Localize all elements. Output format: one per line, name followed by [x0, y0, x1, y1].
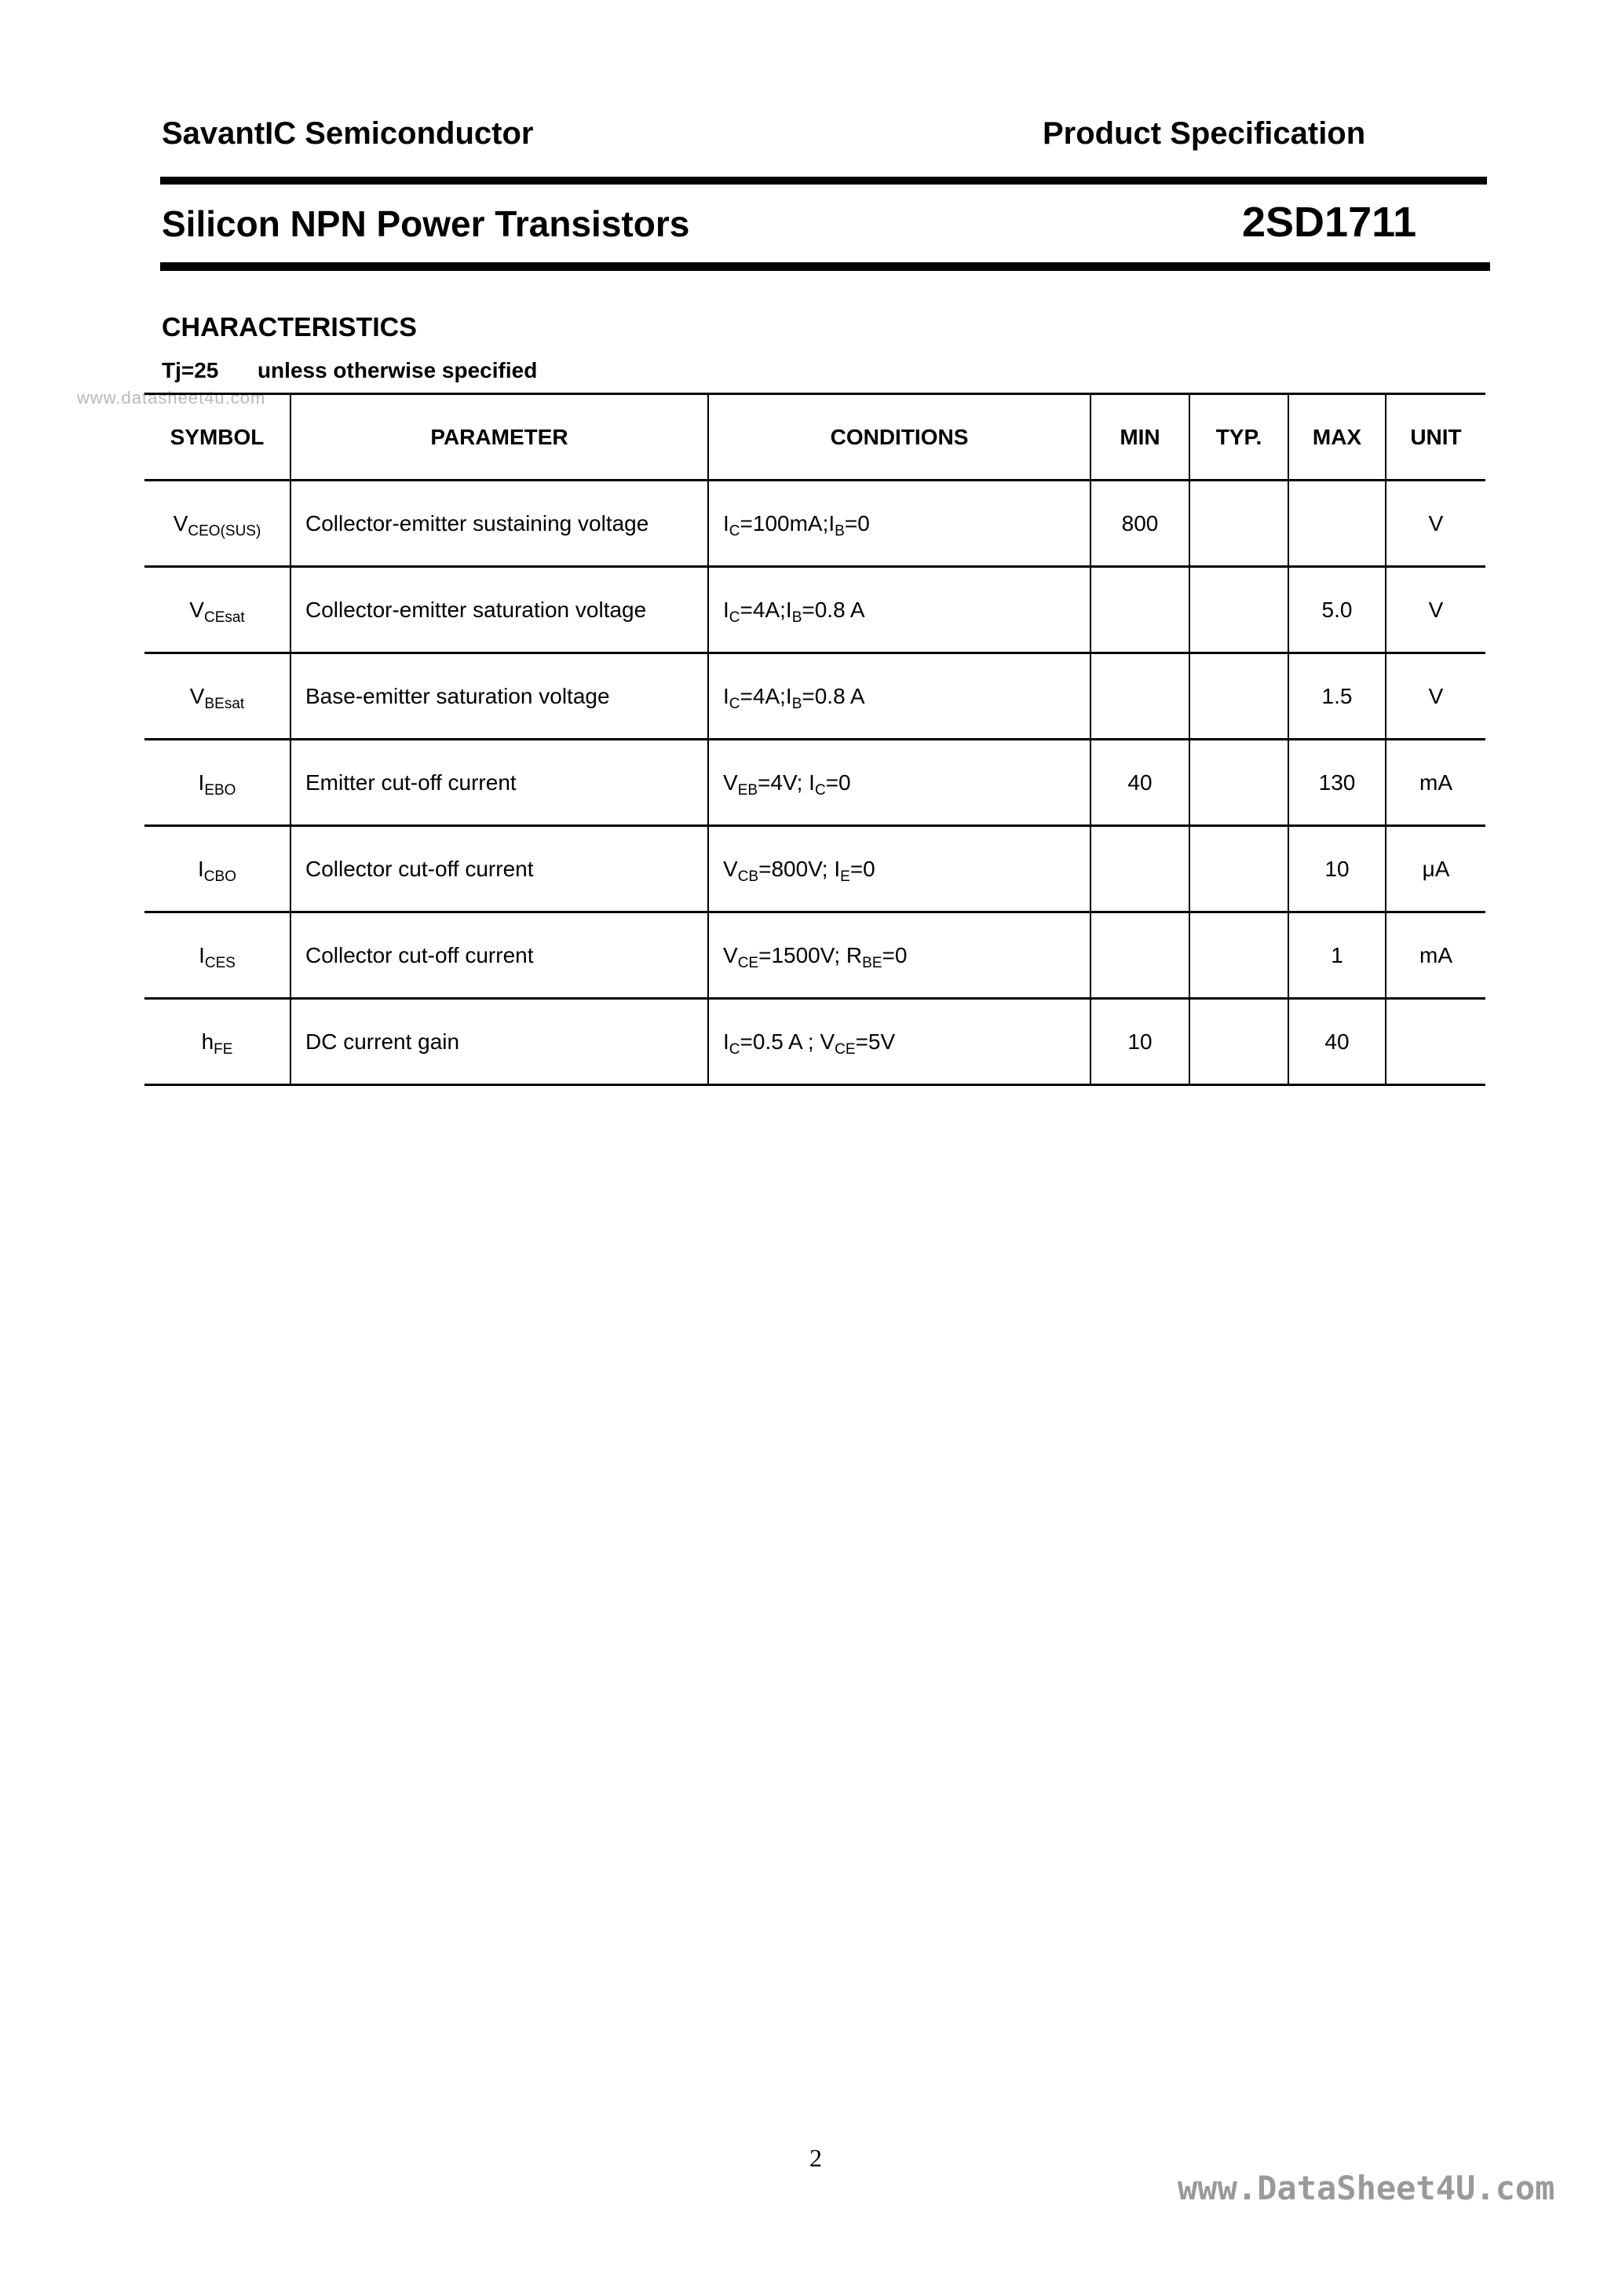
cell-typ — [1189, 912, 1288, 999]
condition-subscript: C — [729, 1040, 740, 1058]
header-unit: UNIT — [1386, 394, 1485, 481]
cell-symbol — [144, 912, 290, 999]
condition-text: =1500V; R — [758, 942, 863, 967]
cell-max: 130 — [1288, 740, 1386, 826]
symbol-main: V — [189, 597, 204, 622]
condition-text: =800V; I — [758, 856, 841, 881]
symbol-main: I — [198, 770, 205, 795]
condition-text: =4V; I — [758, 770, 815, 795]
cell-unit: μA — [1386, 826, 1485, 912]
symbol-subscript: CEsat — [203, 609, 245, 626]
cell-max: 1 — [1288, 912, 1386, 999]
company-name: SavantIC Semiconductor — [162, 116, 534, 151]
header-rule-top — [160, 177, 1487, 185]
condition-text: =0.8 A — [802, 597, 865, 622]
header-symbol: SYMBOL — [144, 394, 290, 481]
cell-min: 800 — [1090, 481, 1189, 567]
cell-max: 10 — [1288, 826, 1386, 912]
cell-parameter: Collector-emitter saturation voltage — [290, 567, 708, 653]
cell-min — [1090, 912, 1189, 999]
cell-parameter: DC current gain — [290, 999, 708, 1085]
symbol-subscript: BEsat — [204, 695, 245, 712]
table-row — [144, 912, 1485, 999]
condition-subscript: B — [791, 609, 802, 626]
table-row — [144, 567, 1485, 653]
cell-symbol — [144, 999, 290, 1085]
table-row — [144, 740, 1485, 826]
condition-subscript: C — [814, 781, 826, 799]
cell-unit: V — [1386, 653, 1485, 740]
part-number: 2SD1711 — [1242, 199, 1417, 246]
condition-subscript: EB — [737, 781, 758, 799]
header-max: MAX — [1288, 394, 1386, 481]
cell-conditions — [708, 653, 1090, 740]
cell-symbol — [144, 481, 290, 567]
condition-text: =4A;I — [740, 597, 792, 622]
cell-max — [1288, 481, 1386, 567]
symbol-main: V — [173, 510, 188, 536]
cell-conditions — [708, 826, 1090, 912]
header-min: MIN — [1090, 394, 1189, 481]
table-row — [144, 481, 1485, 567]
condition-text: =0 — [825, 770, 851, 795]
cell-conditions — [708, 567, 1090, 653]
header-parameter: PARAMETER — [290, 394, 708, 481]
cell-conditions — [708, 481, 1090, 567]
condition-text: V — [723, 770, 738, 795]
condition-text: =0 — [844, 510, 870, 536]
condition-subscript: C — [729, 522, 740, 539]
table-row — [144, 999, 1485, 1085]
condition-text: =0.5 A ; V — [740, 1029, 835, 1054]
header-rule-bottom — [160, 262, 1490, 271]
condition-text: I — [723, 1029, 729, 1054]
cell-unit: V — [1386, 567, 1485, 653]
characteristics-table — [144, 393, 1485, 1086]
header-conditions: CONDITIONS — [708, 394, 1090, 481]
condition-text: =0.8 A — [802, 683, 865, 708]
symbol-subscript: FE — [214, 1040, 233, 1058]
condition-text: =100mA;I — [740, 510, 835, 536]
cell-min — [1090, 567, 1189, 653]
cell-symbol — [144, 653, 290, 740]
cell-parameter: Base-emitter saturation voltage — [290, 653, 708, 740]
condition-text: =5V — [855, 1029, 896, 1054]
watermark-bottom: www.DataSheet4U.com — [1178, 2169, 1555, 2207]
condition-subscript: C — [729, 609, 740, 626]
symbol-main: V — [189, 683, 205, 708]
symbol-main: I — [199, 942, 205, 967]
symbol-subscript: CES — [204, 954, 236, 971]
cell-typ — [1189, 999, 1288, 1085]
cell-symbol — [144, 826, 290, 912]
cell-typ — [1189, 481, 1288, 567]
condition-text: =0 — [849, 856, 875, 881]
cell-unit: mA — [1386, 740, 1485, 826]
cell-parameter: Collector cut-off current — [290, 912, 708, 999]
product-family: Silicon NPN Power Transistors — [162, 203, 690, 244]
symbol-main: I — [198, 856, 204, 881]
doc-type: Product Specification — [1043, 116, 1366, 151]
condition-subscript: CB — [737, 868, 759, 885]
section-title: CHARACTERISTICS — [162, 313, 417, 342]
cell-unit — [1386, 999, 1485, 1085]
condition-subscript: B — [835, 522, 845, 539]
cell-symbol — [144, 567, 290, 653]
symbol-subscript: EBO — [204, 781, 236, 799]
cell-min: 10 — [1090, 999, 1189, 1085]
condition-text: I — [723, 510, 729, 536]
condition-text: =4A;I — [740, 683, 792, 708]
cell-parameter: Emitter cut-off current — [290, 740, 708, 826]
cell-conditions — [708, 912, 1090, 999]
cell-unit: mA — [1386, 912, 1485, 999]
condition-subscript: B — [791, 695, 802, 712]
symbol-main: h — [201, 1029, 214, 1054]
cell-conditions — [708, 740, 1090, 826]
cell-max: 40 — [1288, 999, 1386, 1085]
condition-text: V — [723, 942, 738, 967]
table-header-row — [144, 394, 1485, 481]
temperature-condition — [162, 358, 537, 383]
condition-text: I — [723, 597, 729, 622]
watermark-top: www.datasheet4u.com — [77, 388, 266, 408]
header-typ: TYP. — [1189, 394, 1288, 481]
symbol-subscript: CEO(SUS) — [188, 522, 261, 539]
condition-subscript: E — [840, 868, 850, 885]
cell-conditions — [708, 999, 1090, 1085]
condition-text: I — [723, 683, 729, 708]
cell-min: 40 — [1090, 740, 1189, 826]
cell-parameter: Collector cut-off current — [290, 826, 708, 912]
cell-min — [1090, 826, 1189, 912]
condition-text: V — [723, 856, 738, 881]
cell-unit: V — [1386, 481, 1485, 567]
temp-condition-note: unless otherwise specified — [257, 358, 538, 382]
condition-text: =0 — [882, 942, 908, 967]
cell-max: 1.5 — [1288, 653, 1386, 740]
cell-typ — [1189, 740, 1288, 826]
cell-typ — [1189, 567, 1288, 653]
cell-typ — [1189, 826, 1288, 912]
cell-typ — [1189, 653, 1288, 740]
cell-symbol — [144, 740, 290, 826]
condition-subscript: C — [729, 695, 740, 712]
temp-condition-value: Tj=25 — [162, 358, 219, 382]
condition-subscript: CE — [835, 1040, 856, 1058]
table-row — [144, 653, 1485, 740]
cell-parameter: Collector-emitter sustaining voltage — [290, 481, 708, 567]
condition-subscript: BE — [862, 954, 882, 971]
page-number: 2 — [809, 2144, 822, 2172]
cell-min — [1090, 653, 1189, 740]
symbol-subscript: CBO — [203, 868, 236, 885]
cell-max: 5.0 — [1288, 567, 1386, 653]
table-row — [144, 826, 1485, 912]
condition-subscript: CE — [737, 954, 759, 971]
